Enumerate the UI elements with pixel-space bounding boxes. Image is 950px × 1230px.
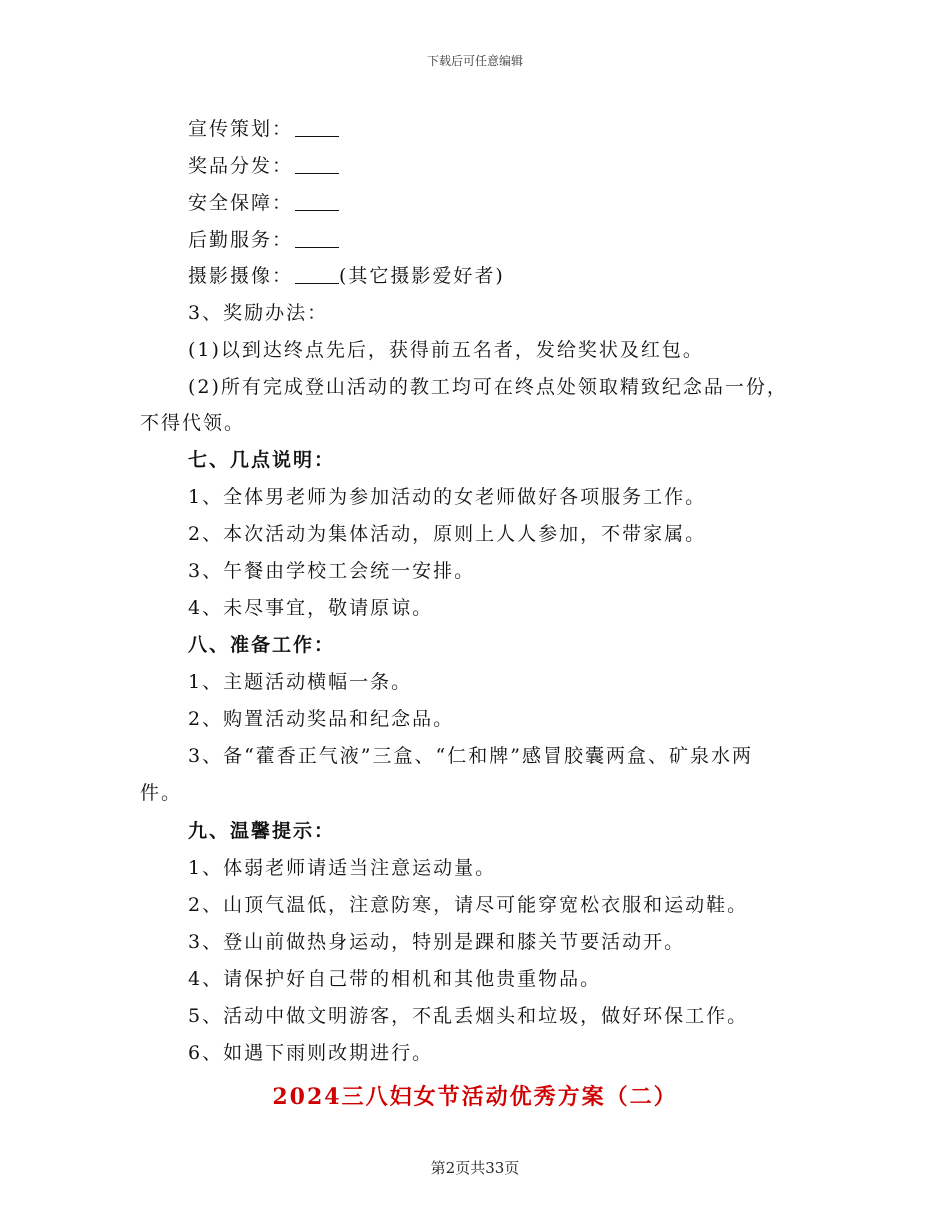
reward-item-2: (2)所有完成登山活动的教工均可在终点处领取精致纪念品一份， [188, 376, 788, 398]
section-7-item: 4、未尽事宜，敬请原谅。 [188, 597, 434, 619]
staff-line-publicity [188, 117, 339, 141]
section-8-item: 1、主题活动横幅一条。 [188, 671, 413, 693]
section-9-item: 5、活动中做文明游客，不乱丢烟头和垃圾，做好环保工作。 [188, 1005, 749, 1027]
page-footer: 第2页共33页 [430, 1159, 520, 1177]
section-7-heading: 七、几点说明： [188, 449, 336, 471]
blank-field [295, 192, 339, 211]
staff-label: 后勤服务： [188, 229, 294, 251]
section-9-item: 3、登山前做热身运动，特别是踝和膝关节要活动开。 [188, 931, 686, 953]
page-header: 下载后可任意编辑 [426, 54, 523, 68]
section-8-item-3-continued: 件。 [140, 782, 183, 804]
staff-line-prizes [188, 154, 339, 178]
staff-line-safety [188, 191, 339, 215]
reward-heading: 3、奖励办法： [188, 302, 329, 324]
staff-label: 宣传策划： [188, 118, 294, 140]
section-7-item: 1、全体男老师为参加活动的女老师做好各项服务工作。 [188, 486, 707, 508]
reward-item-1: (1)以到达终点先后，获得前五名者，发给奖状及红包。 [188, 339, 704, 361]
section-9-item: 6、如遇下雨则改期进行。 [188, 1042, 434, 1064]
section-7-item: 3、午餐由学校工会统一安排。 [188, 560, 476, 582]
staff-label: 安全保障： [188, 192, 294, 214]
blank-field [295, 229, 339, 248]
reward-item-2-continued: 不得代领。 [140, 412, 246, 434]
section-8-heading: 八、准备工作： [188, 634, 336, 656]
section-9-heading: 九、温馨提示： [188, 820, 336, 842]
blank-field [295, 155, 339, 174]
staff-label: 摄影摄像： [188, 265, 294, 287]
staff-line-logistics [188, 228, 339, 252]
section-8-item-3: 3、备“藿香正气液”三盒、“仁和牌”感冒胶囊两盒、矿泉水两 [188, 745, 753, 767]
section-9-item: 2、山顶气温低，注意防寒，请尽可能穿宽松衣服和运动鞋。 [188, 894, 749, 916]
section-9-item: 1、体弱老师请适当注意运动量。 [188, 857, 497, 879]
section-9-item: 4、请保护好自己带的相机和其他贵重物品。 [188, 968, 602, 990]
blank-field [295, 265, 339, 284]
next-document-title: 2024三八妇女节活动优秀方案（二） [272, 1084, 678, 1110]
staff-line-photography [188, 264, 505, 288]
staff-suffix: (其它摄影爱好者) [339, 265, 505, 287]
section-7-item: 2、本次活动为集体活动，原则上人人参加，不带家属。 [188, 523, 707, 545]
staff-label: 奖品分发： [188, 155, 294, 177]
section-8-item: 2、购置活动奖品和纪念品。 [188, 708, 455, 730]
blank-field [295, 118, 339, 137]
